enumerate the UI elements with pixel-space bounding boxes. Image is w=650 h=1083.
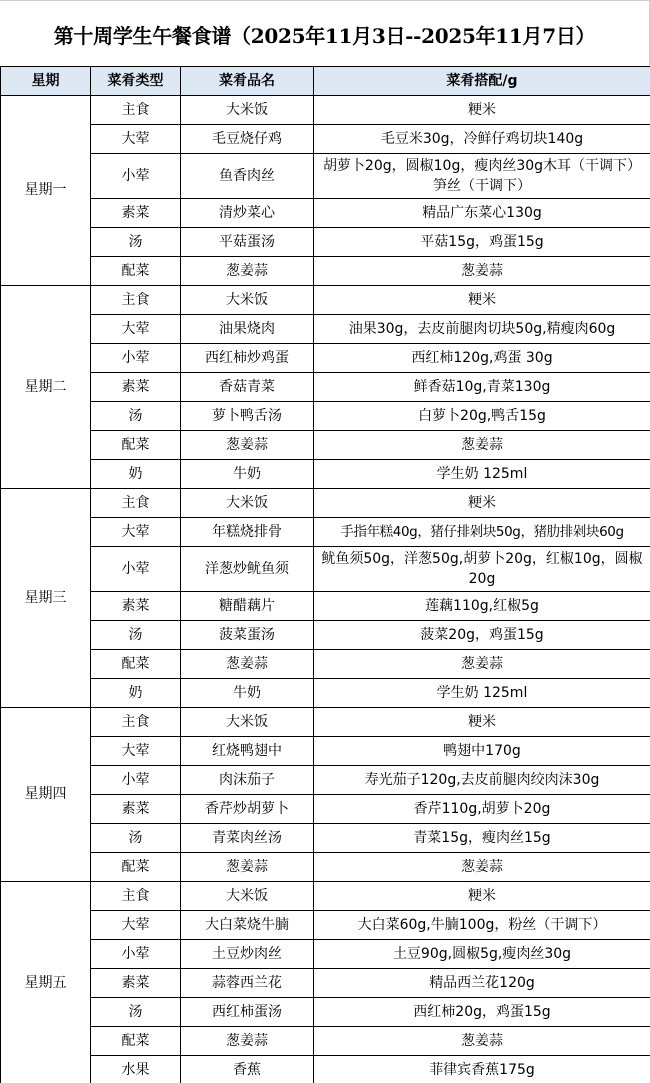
dish-name: 大米饭 (181, 96, 314, 125)
dish-ingredients: 大白菜60g,牛腩100g，粉丝（干调下） (314, 911, 650, 940)
dish-name: 葱姜蒜 (181, 1027, 314, 1056)
dish-ingredients: 寿光茄子120g,去皮前腿肉绞肉沫30g (314, 766, 650, 795)
dish-type: 配菜 (91, 431, 181, 460)
table-row (1, 547, 650, 592)
dish-ingredients: 菠菜20g，鸡蛋15g (314, 621, 650, 650)
header-day: 星期 (1, 67, 91, 96)
dish-type: 汤 (91, 228, 181, 257)
dish-name: 香蕉 (181, 1056, 314, 1083)
dish-name: 牛奶 (181, 679, 314, 708)
dish-type: 主食 (91, 489, 181, 518)
table-row (1, 853, 650, 882)
dish-name: 葱姜蒜 (181, 853, 314, 882)
dish-type: 汤 (91, 621, 181, 650)
dish-ingredients: 鱿鱼须50g，洋葱50g,胡萝卜20g，红椒10g，圆椒20g (314, 547, 650, 592)
dish-type: 主食 (91, 286, 181, 315)
dish-ingredients: 粳米 (314, 489, 650, 518)
table-row (1, 1027, 650, 1056)
table-row (1, 737, 650, 766)
dish-name: 大米饭 (181, 286, 314, 315)
dish-name: 葱姜蒜 (181, 431, 314, 460)
dish-name: 香菇青菜 (181, 373, 314, 402)
table-row (1, 1056, 650, 1083)
dish-name: 萝卜鸭舌汤 (181, 402, 314, 431)
dish-type: 小荤 (91, 766, 181, 795)
table-row (1, 940, 650, 969)
dish-type: 主食 (91, 882, 181, 911)
dish-type: 大荤 (91, 518, 181, 547)
table-row (1, 402, 650, 431)
table-row (1, 882, 650, 911)
dish-ingredients: 香芹110g,胡萝卜20g (314, 795, 650, 824)
dish-type: 小荤 (91, 344, 181, 373)
menu-table (0, 66, 650, 1083)
dish-name: 牛奶 (181, 460, 314, 489)
dish-type: 大荤 (91, 315, 181, 344)
day-cell-thursday: 星期四 (1, 708, 91, 882)
dish-type: 奶 (91, 679, 181, 708)
dish-type: 主食 (91, 96, 181, 125)
table-row (1, 373, 650, 402)
dish-ingredients: 青菜15g，瘦肉丝15g (314, 824, 650, 853)
dish-name: 鱼香肉丝 (181, 154, 314, 199)
day-cell-monday: 星期一 (1, 96, 91, 286)
table-row (1, 125, 650, 154)
dish-name: 肉沫茄子 (181, 766, 314, 795)
title-area (0, 0, 650, 67)
table-row (1, 911, 650, 940)
dish-ingredients: 西红柿20g，鸡蛋15g (314, 998, 650, 1027)
table-row (1, 518, 650, 547)
dish-ingredients: 学生奶 125ml (314, 679, 650, 708)
dish-ingredients: 西红柿120g,鸡蛋 30g (314, 344, 650, 373)
dish-name: 西红柿蛋汤 (181, 998, 314, 1027)
table-row (1, 766, 650, 795)
table-row (1, 708, 650, 737)
table-row (1, 460, 650, 489)
dish-name: 年糕烧排骨 (181, 518, 314, 547)
table-row (1, 431, 650, 460)
table-row (1, 679, 650, 708)
dish-ingredients: 葱姜蒜 (314, 650, 650, 679)
dish-ingredients: 粳米 (314, 882, 650, 911)
table-row (1, 998, 650, 1027)
dish-type: 水果 (91, 1056, 181, 1083)
dish-type: 大荤 (91, 737, 181, 766)
table-row (1, 286, 650, 315)
dish-ingredients: 葱姜蒜 (314, 257, 650, 286)
dish-type: 配菜 (91, 1027, 181, 1056)
dish-type: 大荤 (91, 911, 181, 940)
table-row (1, 489, 650, 518)
dish-ingredients: 平菇15g，鸡蛋15g (314, 228, 650, 257)
header-row (1, 67, 650, 96)
dish-ingredients: 菲律宾香蕉175g (314, 1056, 650, 1083)
dish-name: 大米饭 (181, 489, 314, 518)
dish-ingredients: 葱姜蒜 (314, 431, 650, 460)
dish-ingredients: 白萝卜20g,鸭舌15g (314, 402, 650, 431)
table-row (1, 621, 650, 650)
dish-name: 平菇蛋汤 (181, 228, 314, 257)
dish-ingredients: 精品广东菜心130g (314, 199, 650, 228)
dish-ingredients: 毛豆米30g，冷鲜仔鸡切块140g (314, 125, 650, 154)
dish-type: 汤 (91, 824, 181, 853)
table-row (1, 315, 650, 344)
header-ingredients: 菜肴搭配/g (314, 67, 650, 96)
day-cell-friday: 星期五 (1, 882, 91, 1083)
dish-name: 糖醋藕片 (181, 592, 314, 621)
dish-ingredients: 手指年糕40g，猪仔排剁块50g，猪肋排剁块60g (314, 518, 650, 547)
dish-name: 西红柿炒鸡蛋 (181, 344, 314, 373)
page-title: 第十周学生午餐食谱（2025年11月3日--2025年11月7日） (53, 23, 596, 48)
dish-ingredients: 胡萝卜20g，圆椒10g，瘦肉丝30g木耳（干调下）笋丝（干调下） (314, 154, 650, 199)
dish-name: 青菜肉丝汤 (181, 824, 314, 853)
table-row (1, 969, 650, 998)
dish-ingredients: 精品西兰花120g (314, 969, 650, 998)
dish-ingredients: 土豆90g,圆椒5g,瘦肉丝30g (314, 940, 650, 969)
table-row (1, 650, 650, 679)
dish-type: 素菜 (91, 592, 181, 621)
dish-type: 配菜 (91, 257, 181, 286)
dish-ingredients: 粳米 (314, 708, 650, 737)
dish-type: 素菜 (91, 373, 181, 402)
day-cell-tuesday: 星期二 (1, 286, 91, 489)
table-row (1, 824, 650, 853)
header-name: 菜肴品名 (181, 67, 314, 96)
dish-type: 主食 (91, 708, 181, 737)
dish-name: 大米饭 (181, 708, 314, 737)
dish-name: 香芹炒胡萝卜 (181, 795, 314, 824)
dish-name: 洋葱炒鱿鱼须 (181, 547, 314, 592)
dish-name: 清炒菜心 (181, 199, 314, 228)
dish-ingredients: 学生奶 125ml (314, 460, 650, 489)
table-row (1, 257, 650, 286)
dish-ingredients: 莲藕110g,红椒5g (314, 592, 650, 621)
dish-type: 小荤 (91, 940, 181, 969)
dish-type: 汤 (91, 402, 181, 431)
dish-name: 大白菜烧牛腩 (181, 911, 314, 940)
table-row (1, 344, 650, 373)
dish-type: 大荤 (91, 125, 181, 154)
dish-ingredients: 鸭翅中170g (314, 737, 650, 766)
dish-ingredients: 粳米 (314, 96, 650, 125)
table-row (1, 199, 650, 228)
dish-name: 油果烧肉 (181, 315, 314, 344)
dish-ingredients: 鲜香菇10g,青菜130g (314, 373, 650, 402)
dish-ingredients: 葱姜蒜 (314, 1027, 650, 1056)
table-row (1, 154, 650, 199)
dish-name: 菠菜蛋汤 (181, 621, 314, 650)
dish-ingredients: 油果30g，去皮前腿肉切块50g,精瘦肉60g (314, 315, 650, 344)
dish-type: 小荤 (91, 547, 181, 592)
table-row (1, 228, 650, 257)
dish-name: 红烧鸭翅中 (181, 737, 314, 766)
dish-type: 小荤 (91, 154, 181, 199)
dish-type: 配菜 (91, 853, 181, 882)
dish-type: 素菜 (91, 969, 181, 998)
dish-type: 素菜 (91, 795, 181, 824)
day-cell-wednesday: 星期三 (1, 489, 91, 708)
dish-ingredients: 粳米 (314, 286, 650, 315)
dish-type: 配菜 (91, 650, 181, 679)
dish-name: 葱姜蒜 (181, 257, 314, 286)
dish-type: 素菜 (91, 199, 181, 228)
dish-type: 汤 (91, 998, 181, 1027)
table-row (1, 96, 650, 125)
dish-name: 蒜蓉西兰花 (181, 969, 314, 998)
dish-name: 葱姜蒜 (181, 650, 314, 679)
dish-name: 土豆炒肉丝 (181, 940, 314, 969)
dish-name: 大米饭 (181, 882, 314, 911)
table-row (1, 592, 650, 621)
table-row (1, 795, 650, 824)
dish-name: 毛豆烧仔鸡 (181, 125, 314, 154)
dish-type: 奶 (91, 460, 181, 489)
dish-ingredients: 葱姜蒜 (314, 853, 650, 882)
header-type: 菜肴类型 (91, 67, 181, 96)
